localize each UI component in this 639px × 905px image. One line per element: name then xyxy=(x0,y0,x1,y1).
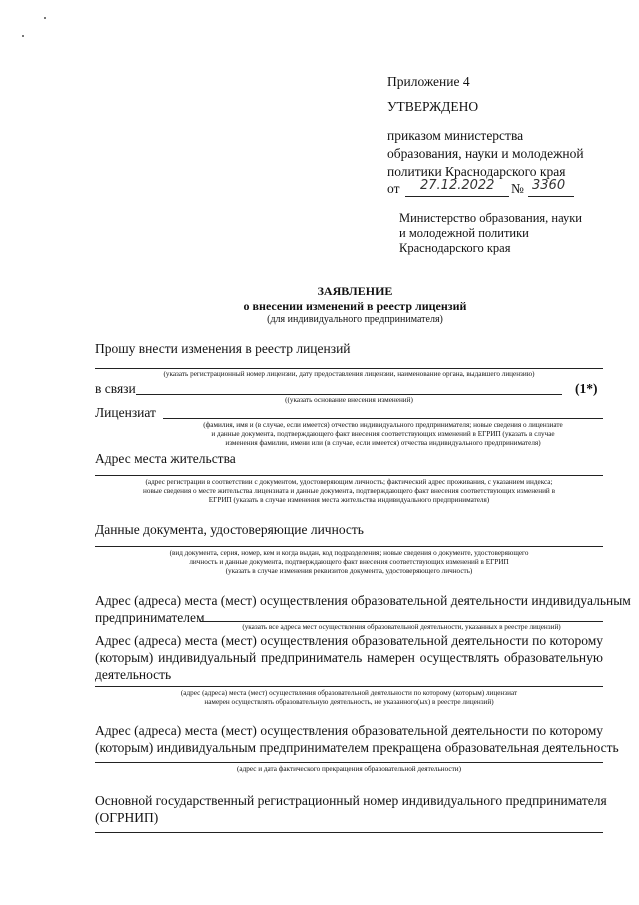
identity-hint: (вид документа, серия, номер, кем и когда выдан, код подразделения; новые сведения о документе, удостоверяющего xyxy=(169,549,529,557)
terminated-label: (которым) индивидуальным предпринимателем прекращена образовательная деятельность xyxy=(95,740,619,755)
document-subtitle: о внесении изменений в реестр лицензий xyxy=(243,299,467,313)
intended-line[interactable] xyxy=(95,686,603,687)
number-underline xyxy=(528,196,574,197)
activity-label: Адрес (адреса) места (мест) осуществления образовательной деятельности индивидуальным xyxy=(95,593,631,608)
appendix-label: Приложение 4 xyxy=(387,74,470,89)
reason-hint: ((указать основание внесения изменений) xyxy=(285,396,413,404)
residence-hint: (адрес регистрации в соответствии с документом, удостоверяющим личность; фактический адрес проживания, с указанием индекса; xyxy=(145,478,553,486)
licensee-line[interactable] xyxy=(163,418,603,419)
order-number: 3360 xyxy=(532,178,566,193)
licensee-label: Лицензиат xyxy=(95,405,156,420)
document-note: (для индивидуального предпринимателя) xyxy=(267,314,443,325)
terminated-hint: (адрес и дата фактического прекращения образовательной деятельности) xyxy=(237,765,461,773)
intended-label: (которым) индивидуальный предприниматель намерен осуществлять образовательную xyxy=(95,650,603,665)
addressee-line: Краснодарского края xyxy=(399,241,511,255)
order-line: приказом министерства xyxy=(387,128,524,143)
residence-line[interactable] xyxy=(95,475,603,476)
addressee-line: Министерство образования, науки xyxy=(399,211,582,225)
document-title: ЗАЯВЛЕНИЕ xyxy=(317,284,393,298)
activity-line[interactable] xyxy=(200,621,603,622)
order-line: образования, науки и молодежной xyxy=(387,146,584,161)
licensee-hint: (фамилия, имя и (в случае, если имеется) отчество индивидуального предпринимателя; новые сведения о лицензиате xyxy=(203,421,563,429)
intended-label: Адрес (адреса) места (мест) осуществления образовательной деятельности по которому xyxy=(95,633,603,648)
number-prefix: № xyxy=(511,181,524,196)
residence-hint: новые сведения о месте жительства лицензиата и данные документа, подтверждающего факт внесения соответствующих изменений в xyxy=(143,487,555,495)
approved-label: УТВЕРЖДЕНО xyxy=(387,99,479,114)
residence-hint: ЕГРИП (указать в случае изменения места жительства индивидуального предпринимателя) xyxy=(208,496,490,504)
residence-label: Адрес места жительства xyxy=(95,451,236,466)
activity-label: предпринимателем xyxy=(95,610,205,625)
intended-label: деятельность xyxy=(95,667,172,682)
request-line[interactable] xyxy=(95,368,603,369)
order-date: 27.12.2022 xyxy=(420,178,495,193)
ogrnip-label: Основной государственный регистрационный номер индивидуального предпринимателя xyxy=(95,793,607,808)
intended-hint: намерен осуществлять образовательную деятельность, не указанного(ых) в реестре лицензий) xyxy=(204,698,494,706)
order-line: политики Краснодарского края xyxy=(387,164,566,179)
licensee-hint: изменения фамилии, имени или (в случае, если имеется) отчества индивидуального предпринимателя) xyxy=(225,439,541,447)
identity-line[interactable] xyxy=(95,546,603,547)
reason-mark: (1*) xyxy=(575,381,598,396)
identity-hint: (указать в случае изменения реквизитов документа, удостоверяющего личность) xyxy=(225,567,473,575)
scan-speck xyxy=(44,17,46,19)
request-label: Прошу внести изменения в реестр лицензий xyxy=(95,341,351,356)
date-underline xyxy=(405,196,509,197)
terminated-line[interactable] xyxy=(95,762,603,763)
addressee-line: и молодежной политики xyxy=(399,226,529,240)
intended-hint: (адрес (адреса) места (мест) осуществления образовательной деятельности по которому (которым) лицензиат xyxy=(180,689,518,697)
identity-label: Данные документа, удостоверяющие личность xyxy=(95,522,364,537)
reason-label: в связи xyxy=(95,381,136,396)
reason-line[interactable] xyxy=(136,394,562,395)
activity-hint: (указать все адреса мест осуществления образовательной деятельности, указанных в реестре лицензий) xyxy=(242,623,561,631)
request-hint: (указать регистрационный номер лицензии, дату предоставления лицензии, наименование органа, выдавшего лицензию) xyxy=(163,370,535,378)
licensee-hint: и данные документа, подтверждающего факт внесения соответствующих изменений в ЕГРИП (указать в случае xyxy=(211,430,555,438)
identity-hint: личность и данные документа, подтверждающего факт внесения соответствующих изменений в ЕГРИП xyxy=(189,558,509,566)
date-prefix: от xyxy=(387,181,400,196)
ogrnip-label: (ОГРНИП) xyxy=(95,810,159,825)
terminated-label: Адрес (адреса) места (мест) осуществления образовательной деятельности по которому xyxy=(95,723,603,738)
ogrnip-line[interactable] xyxy=(95,832,603,833)
scan-speck xyxy=(22,35,24,37)
